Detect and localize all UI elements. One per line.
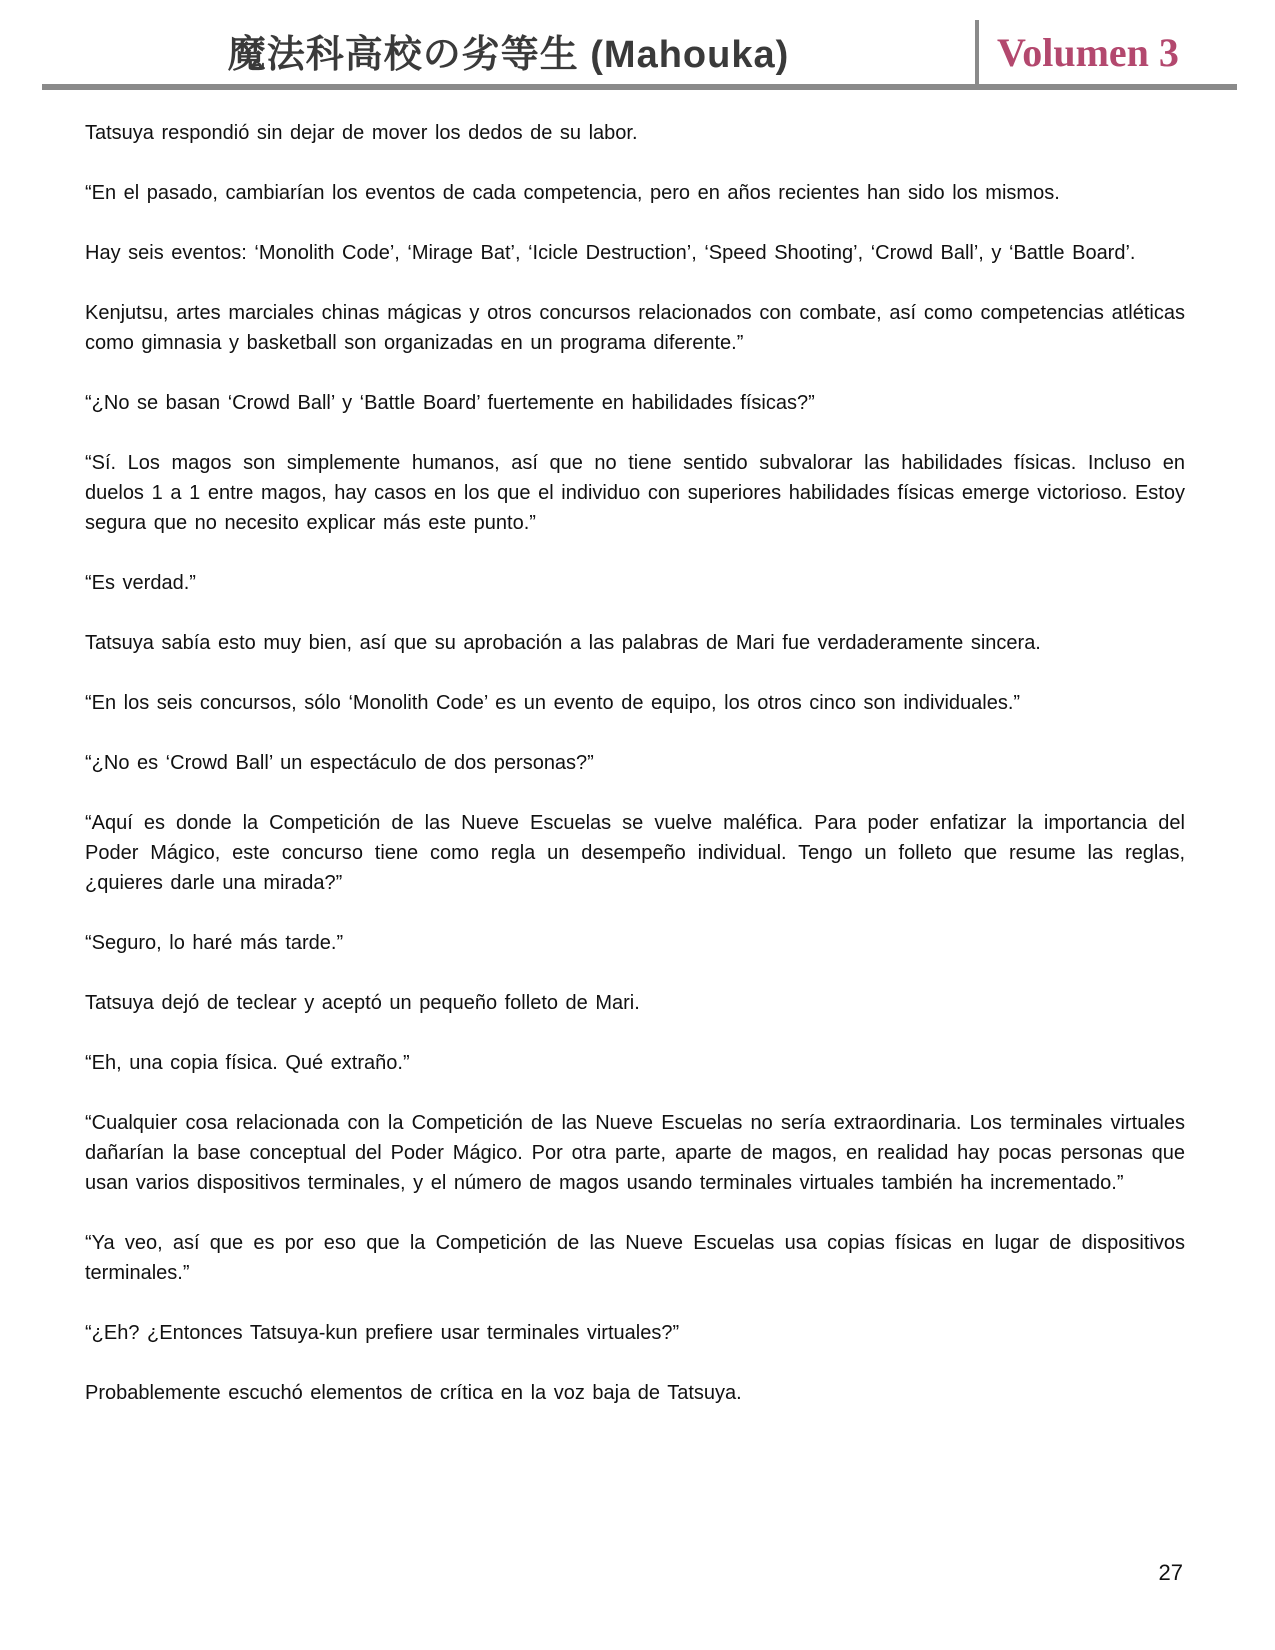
paragraph: “¿No es ‘Crowd Ball’ un espectáculo de dos personas?”	[85, 752, 594, 774]
page-number: 27	[1158, 1560, 1183, 1585]
paragraph: Tatsuya sabía esto muy bien, así que su aprobación a las palabras de Mari fue verdaderamente sincera.	[85, 632, 1041, 654]
page-header	[0, 0, 1275, 84]
volume-label: Volumen 3	[997, 30, 1179, 75]
paragraph: “Seguro, lo haré más tarde.”	[85, 932, 344, 954]
page-body	[85, 118, 1185, 1408]
paragraph: Kenjutsu, artes marciales chinas mágicas y otros concursos relacionados con combate, así como competencias atléticas como gimnasia y basketball son organizadas en un programa diferente.”	[85, 302, 1185, 354]
paragraph: “Eh, una copia física. Qué extraño.”	[85, 1052, 410, 1074]
paragraph: Probablemente escuchó elementos de crítica en la voz baja de Tatsuya.	[85, 1382, 742, 1404]
paragraph: Tatsuya respondió sin dejar de mover los dedos de su labor.	[85, 122, 638, 144]
paragraph: “En el pasado, cambiarían los eventos de cada competencia, pero en años recientes han sido los mismos.	[85, 182, 1060, 204]
paragraph: “Es verdad.”	[85, 572, 196, 594]
paragraph: “Sí. Los magos son simplemente humanos, así que no tiene sentido subvalorar las habilidades físicas. Incluso en duelos 1 a 1 entre magos, hay casos en los que el individuo con superiores habilidades físicas emerge victorioso. Estoy segura que no necesito explicar más este punto.”	[85, 452, 1185, 534]
paragraph: “¿No se basan ‘Crowd Ball’ y ‘Battle Board’ fuertemente en habilidades físicas?”	[85, 392, 815, 414]
paragraph: “Cualquier cosa relacionada con la Competición de las Nueve Escuelas no sería extraordinaria. Los terminales virtuales dañarían la base conceptual del Poder Mágico. Por otra parte, aparte de magos, en realidad hay pocas personas que usan varios dispositivos terminales, y el número de magos usando terminales virtuales también ha incrementado.”	[85, 1112, 1185, 1194]
paragraph: “¿Eh? ¿Entonces Tatsuya-kun prefiere usar terminales virtuales?”	[85, 1322, 680, 1344]
paragraph: “Aquí es donde la Competición de las Nueve Escuelas se vuelve maléfica. Para poder enfatizar la importancia del Poder Mágico, este concurso tiene como regla un desempeño individual. Tengo un folleto que resume las reglas, ¿quieres darle una mirada?”	[85, 812, 1185, 894]
paragraph: Hay seis eventos: ‘Monolith Code’, ‘Mirage Bat’, ‘Icicle Destruction’, ‘Speed Shooting’, ‘Crowd Ball’, y ‘Battle Board’.	[85, 242, 1136, 264]
header-horizontal-rule	[42, 84, 1237, 90]
paragraph: Tatsuya dejó de teclear y aceptó un pequeño folleto de Mari.	[85, 992, 640, 1014]
paragraph: “Ya veo, así que es por eso que la Competición de las Nueve Escuelas usa copias físicas en lugar de dispositivos terminales.”	[85, 1232, 1185, 1284]
paragraph: “En los seis concursos, sólo ‘Monolith Code’ es un evento de equipo, los otros cinco son individuales.”	[85, 692, 1021, 714]
page-title: 魔法科高校の劣等生 (Mahouka)	[227, 34, 790, 76]
